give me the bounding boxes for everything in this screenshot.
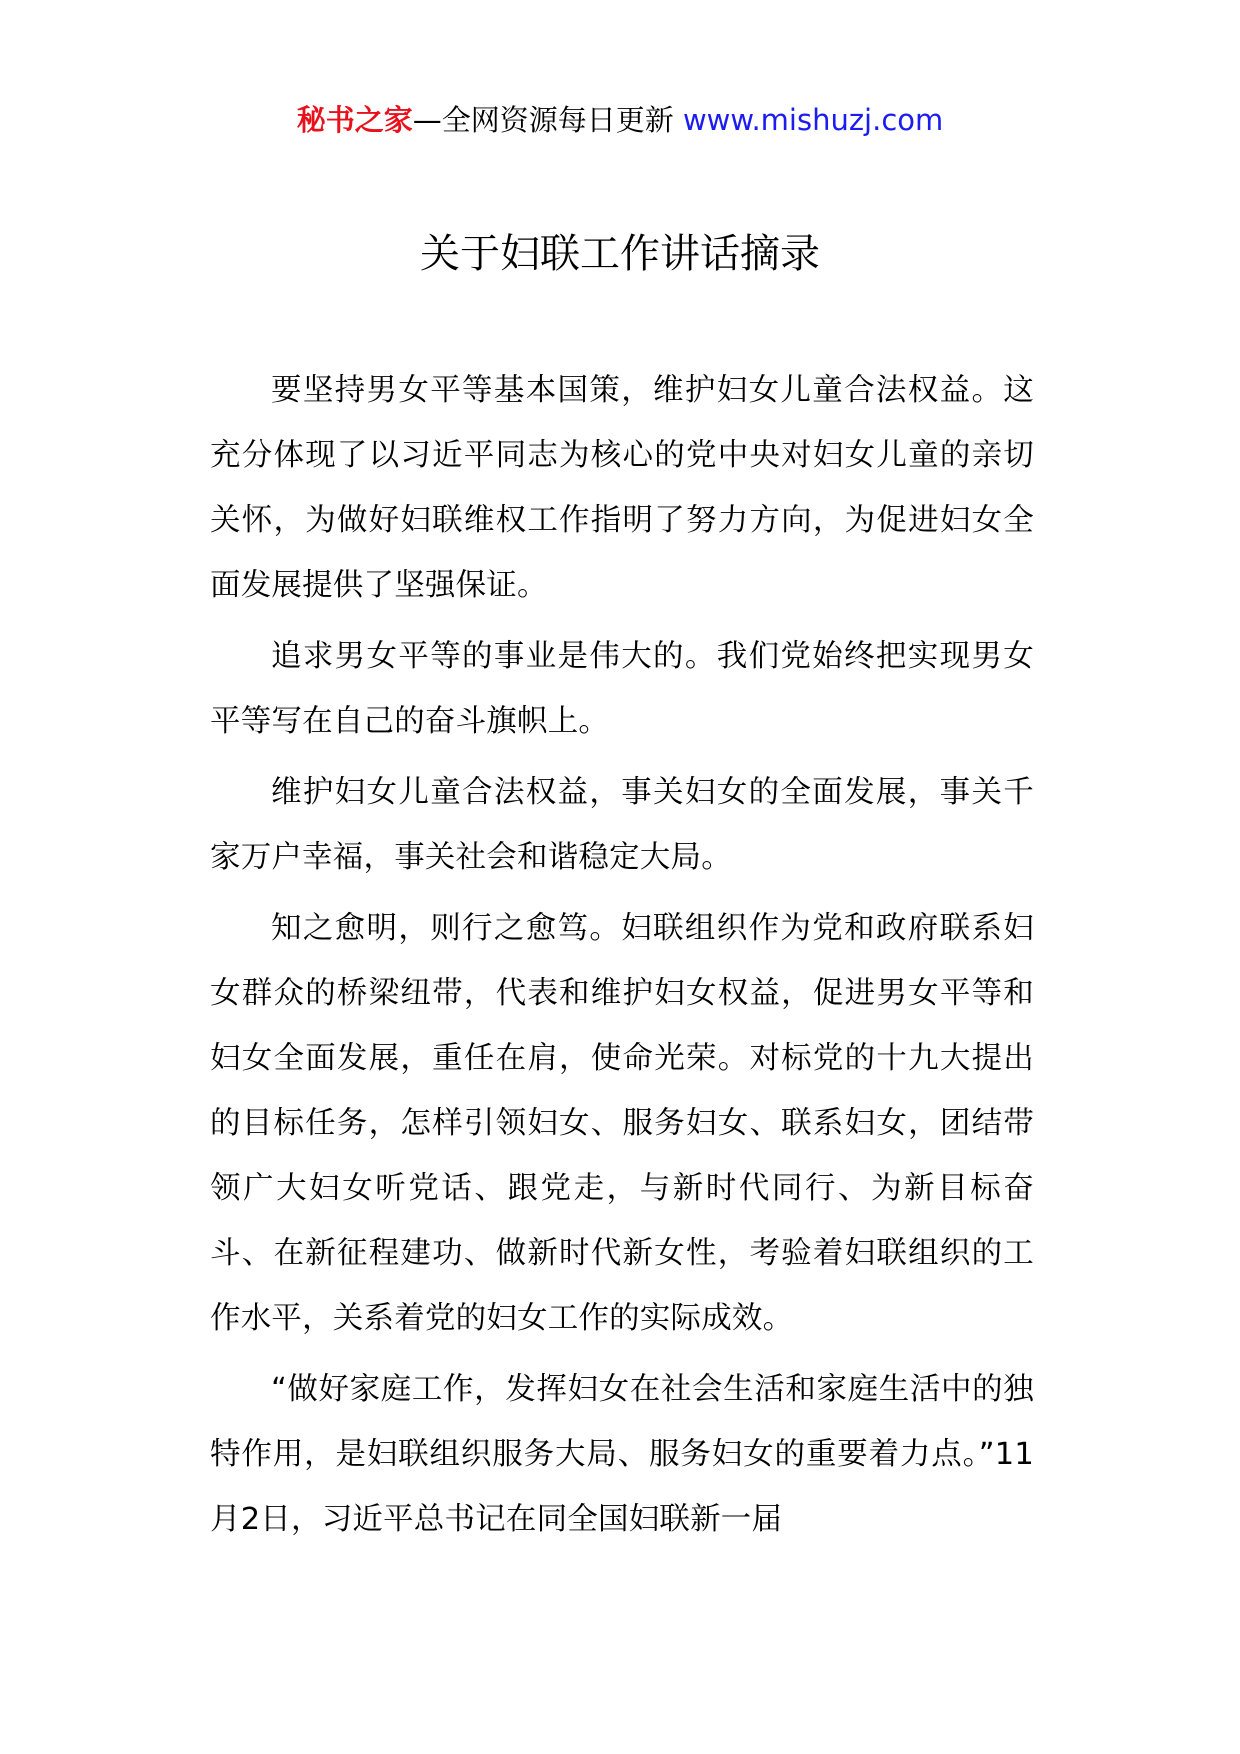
site-url-link[interactable]: www.mishuzj.com xyxy=(682,103,944,137)
document-body xyxy=(210,358,1034,1558)
paragraph: 维护妇女儿童合法权益，事关妇女的全面发展，事关千家万户幸福，事关社会和谐稳定大局。 xyxy=(210,775,1034,875)
paragraph: 追求男女平等的事业是伟大的。我们党始终把实现男女平等写在自己的奋斗旗帜上。 xyxy=(210,639,1034,739)
header-tagline: —全网资源每日更新 xyxy=(412,103,674,137)
paragraph: 知之愈明，则行之愈笃。妇联组织作为党和政府联系妇女群众的桥梁纽带，代表和维护妇女权益，促进男女平等和妇女全面发展，重任在肩，使命光荣。对标党的十九大提出的目标任务，怎样引领妇女、服务妇女、联系妇女，团结带领广大妇女听党话、跟党走，与新时代同行、为新目标奋斗、在新征程建功、做新时代新女性，考验着妇联组织的工作水平，关系着党的妇女工作的实际成效。 xyxy=(210,911,1034,1336)
document-title: 关于妇联工作讲话摘录 xyxy=(420,231,820,277)
paragraph: 要坚持男女平等基本国策，维护妇女儿童合法权益。这充分体现了以习近平同志为核心的党中央对妇女儿童的亲切关怀，为做好妇联维权工作指明了努力方向，为促进妇女全面发展提供了坚强保证。 xyxy=(210,373,1034,603)
page-header xyxy=(0,100,1240,140)
paragraph: “做好家庭工作，发挥妇女在社会生活和家庭生活中的独特作用，是妇联组织服务大局、服务妇女的重要着力点。”11月2日，习近平总书记在同全国妇联新一届 xyxy=(210,1372,1034,1537)
brand-name: 秘书之家 xyxy=(296,103,413,137)
